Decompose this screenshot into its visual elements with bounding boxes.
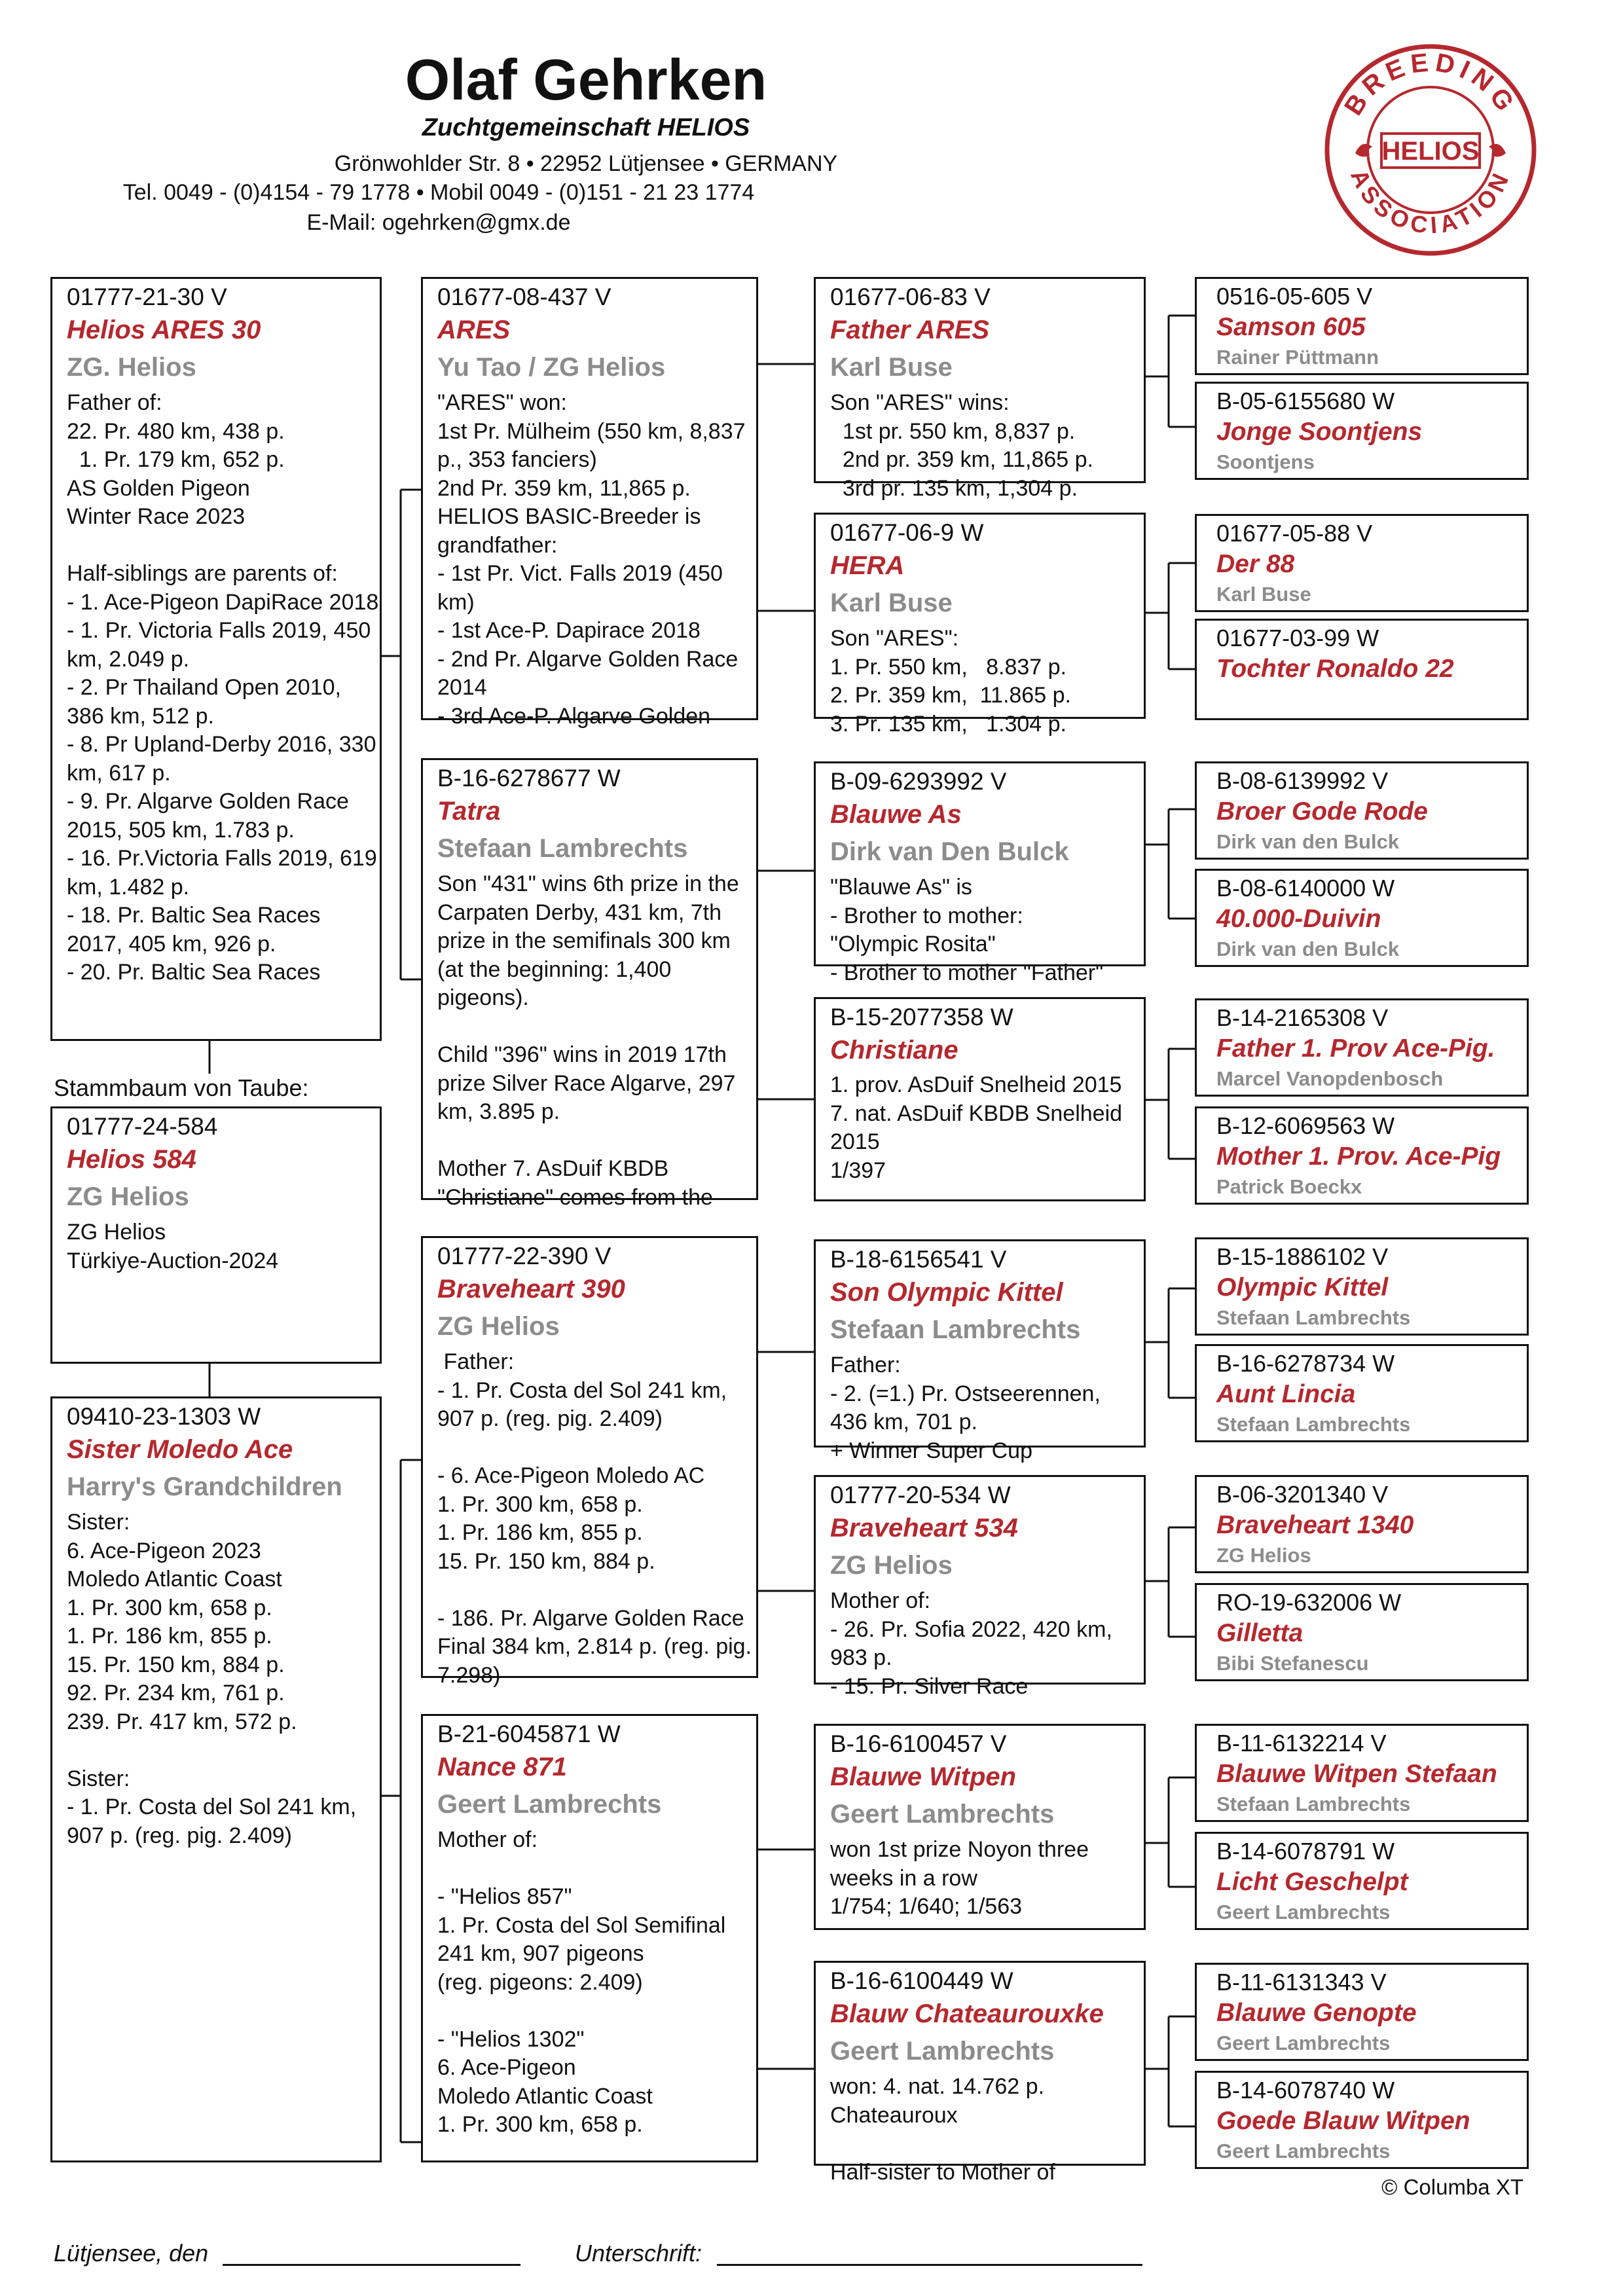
ring-number: B-08-6139992 V xyxy=(1216,767,1389,794)
grandparent-card-4[interactable] xyxy=(814,997,1146,1201)
great-grandparent-card-5[interactable] xyxy=(1195,761,1529,860)
breeder-email: E-Mail: ogehrken@gmx.de xyxy=(306,210,571,235)
pigeon-notes: ZG Helios Türkiye-Auction-2024 xyxy=(67,1220,279,1273)
ring-number: B-14-6078791 W xyxy=(1216,1838,1395,1865)
pigeon-name: ARES xyxy=(437,316,511,344)
grandparent-card-2[interactable] xyxy=(814,513,1146,737)
pigeon-name: Samson 605 xyxy=(1216,313,1366,341)
ring-number: 01677-03-99 W xyxy=(1216,625,1379,651)
ring-number: B-15-2077358 W xyxy=(830,1004,1013,1030)
pigeon-name: Blauw Chateaurouxke xyxy=(830,1999,1104,2028)
ring-number: 01677-08-437 V xyxy=(437,283,611,310)
ring-number: 09410-23-1303 W xyxy=(67,1403,261,1430)
pigeon-name: Blauwe As xyxy=(830,800,962,829)
breeder-label: ZG Helios xyxy=(1216,1544,1311,1567)
breeder-label: Karl Buse xyxy=(1216,583,1311,606)
breeder-label: Geert Lambrechts xyxy=(830,2037,1055,2066)
great-grandparent-card-7[interactable] xyxy=(1195,998,1529,1097)
ring-number: 01777-22-390 V xyxy=(437,1243,611,1269)
pigeon-name: Blauwe Genopte xyxy=(1216,1999,1417,2027)
grandparent-card-1[interactable] xyxy=(814,277,1146,501)
pigeon-name: Licht Geschelpt xyxy=(1216,1868,1408,1896)
breeder-label: Geert Lambrechts xyxy=(1216,1901,1391,1923)
ring-number: B-12-6069563 W xyxy=(1216,1112,1395,1139)
ring-number: 01677-06-83 V xyxy=(830,283,991,310)
great-grandparent-card-14[interactable] xyxy=(1195,1832,1529,1930)
breeder-label: Karl Buse xyxy=(830,353,953,382)
ring-number: 01677-06-9 W xyxy=(830,519,984,546)
breeder-name: Olaf Gehrken xyxy=(405,47,767,112)
ring-number: B-21-6045871 W xyxy=(437,1721,621,1747)
pigeon-name: Braveheart 390 xyxy=(437,1275,625,1303)
pigeon-name: Braveheart 1340 xyxy=(1216,1511,1414,1539)
grandparent-card-5[interactable] xyxy=(814,1239,1146,1463)
great-grandparent-card-3[interactable] xyxy=(1195,514,1529,612)
ring-number: B-11-6132214 V xyxy=(1216,1730,1387,1757)
pigeon-name: Tochter Ronaldo 22 xyxy=(1216,655,1454,683)
great-grandparent-card-10[interactable] xyxy=(1195,1344,1529,1442)
pigeon-notes: "Blauwe As" is - Brother to mother: "Olympic Rosita" - Brother to mother "Father" xyxy=(830,875,1104,985)
ring-number: 01777-24-584 xyxy=(67,1113,218,1140)
pigeon-name: Tatra xyxy=(437,797,501,826)
pigeon-notes: won 1st prize Noyon three weeks in a row 1/754; 1/640; 1/563 xyxy=(830,1837,1089,1919)
signature-line[interactable] xyxy=(717,2264,1142,2266)
breeder-label: Dirk van Den Bulck xyxy=(830,837,1069,866)
breeder-label: Stefaan Lambrechts xyxy=(1216,1306,1411,1329)
great-grandparent-card-16[interactable] xyxy=(1195,2071,1529,2169)
ring-number: B-16-6100457 V xyxy=(830,1730,1007,1757)
place-date-label: Lütjensee, den xyxy=(54,2240,209,2267)
ring-number: RO-19-632006 W xyxy=(1216,1589,1402,1616)
grandparent-card-8[interactable] xyxy=(814,1961,1146,2185)
breeder-label: Geert Lambrechts xyxy=(1216,2032,1391,2054)
pigeon-name: Nance 871 xyxy=(437,1753,567,1781)
ring-number: B-14-2165308 V xyxy=(1216,1004,1389,1031)
breeder-label: Patrick Boeckx xyxy=(1216,1175,1362,1198)
sibling-card-1[interactable] xyxy=(50,1106,382,1364)
great-grandparent-card-6[interactable] xyxy=(1195,869,1529,967)
logo-top-text: BREEDING xyxy=(1339,48,1522,120)
pigeon-name: Sister Moledo Ace xyxy=(67,1435,293,1464)
breeder-label: Yu Tao / ZG Helios xyxy=(437,353,666,382)
ring-number: B-11-6131343 V xyxy=(1216,1969,1387,1995)
logo-center-text: HELIOS xyxy=(1381,137,1480,166)
ring-number: B-08-6140000 W xyxy=(1216,875,1395,902)
pigeon-name: Helios ARES 30 xyxy=(67,316,261,344)
ring-number: 01677-05-88 V xyxy=(1216,520,1373,547)
logo-bottom-text: ASSOCIATION xyxy=(1345,165,1516,240)
breeder-label: Geert Lambrechts xyxy=(830,1800,1055,1829)
breeder-label: Karl Buse xyxy=(830,589,953,617)
pigeon-name: Father ARES xyxy=(830,316,990,344)
pigeon-notes: "ARES" won: 1st Pr. Mülheim (550 km, 8,837 p., 353 fanciers) 2nd Pr. 359 km, 11,865 p. HELIOS BASIC-Breeder is grandfather: - 1st Pr. Vict. Falls 2019 (450 km) - 1st Ace-P. Dapirace 2018 - 2nd Pr. Algarve Golden Race 2014 - 3rd Ace-P. Algarve Golden xyxy=(437,390,746,729)
great-grandparent-card-2[interactable] xyxy=(1195,382,1529,480)
grandparent-card-6[interactable] xyxy=(814,1475,1146,1699)
breeder-label: Bibi Stefanescu xyxy=(1216,1652,1369,1675)
ring-number: B-05-6155680 W xyxy=(1216,388,1395,414)
breeder-label: ZG Helios xyxy=(437,1312,560,1341)
pigeon-notes: Son "ARES": 1. Pr. 550 km, 8.837 p. 2. Pr. 359 km, 11.865 p. 3. Pr. 135 km, 1.304 p. xyxy=(830,626,1071,737)
ring-number: B-16-6100449 W xyxy=(830,1967,1013,1994)
place-date-line[interactable] xyxy=(223,2264,520,2266)
pigeon-name: Braveheart 534 xyxy=(830,1514,1018,1542)
breeder-label: ZG Helios xyxy=(830,1551,953,1580)
breeder-phone: Tel. 0049 - (0)4154 - 79 1778 • Mobil 0049 - (0)151 - 21 23 1774 xyxy=(122,180,755,205)
breeder-subtitle: Zuchtgemeinschaft HELIOS xyxy=(422,114,750,141)
breeder-label: Stefaan Lambrechts xyxy=(1216,1413,1411,1436)
sibling-card-2[interactable] xyxy=(50,1396,382,2162)
great-grandparent-card-13[interactable] xyxy=(1195,1724,1529,1822)
breeder-label: Marcel Vanopdenbosch xyxy=(1216,1067,1444,1090)
parent-card-sire[interactable] xyxy=(421,277,758,729)
pigeon-name: Helios 584 xyxy=(67,1145,196,1174)
pigeon-notes: won: 4. nat. 14.762 p. Chateauroux Half-sister to Mother of xyxy=(830,2074,1055,2185)
subject-pigeon-card[interactable] xyxy=(50,277,382,1041)
copyright-text: © Columba XT xyxy=(1381,2175,1523,2199)
great-grandparent-card-4[interactable] xyxy=(1195,619,1529,720)
breeder-label: ZG. Helios xyxy=(67,353,196,382)
pigeon-name: Olympic Kittel xyxy=(1216,1273,1389,1302)
great-grandparent-card-9[interactable] xyxy=(1195,1237,1529,1336)
pigeon-name: Broer Gode Rode xyxy=(1216,797,1428,826)
pigeon-notes: Mother of: - "Helios 857" 1. Pr. Costa del Sol Semifinal 241 km, 907 pigeons (reg. pigeons: 2.409) - "Helios 1302" 6. Ace-Pigeon Moledo Atlantic Coast 1. Pr. 300 km, 658 p. xyxy=(437,1827,726,2137)
pigeon-name: Aunt Lincia xyxy=(1216,1380,1356,1408)
pigeon-name: Blauwe Witpen xyxy=(830,1762,1017,1791)
ring-number: B-09-6293992 V xyxy=(830,768,1007,795)
breeder-label: Geert Lambrechts xyxy=(1216,2140,1391,2162)
parent-card-dam-2[interactable] xyxy=(421,1714,758,2162)
ring-number: 0516-05-605 V xyxy=(1216,283,1373,310)
great-grandparent-card-11[interactable] xyxy=(1195,1475,1529,1573)
pigeon-notes: Mother of: - 26. Pr. Sofia 2022, 420 km, 983 p. - 15. Pr. Silver Race xyxy=(830,1588,1112,1699)
breeder-address: Grönwohlder Str. 8 • 22952 Lütjensee • GERMANY xyxy=(334,151,838,176)
signature-label: Unterschrift: xyxy=(575,2240,702,2267)
parent-card-sire-2[interactable] xyxy=(421,1236,758,1688)
pigeon-name: Jonge Soontjens xyxy=(1216,418,1423,446)
breeder-label: Geert Lambrechts xyxy=(437,1790,662,1819)
pigeon-name: Christiane xyxy=(830,1036,958,1065)
breeder-label: Soontjens xyxy=(1216,450,1315,473)
pedigree-label: Stammbaum von Taube: xyxy=(54,1074,309,1101)
pigeon-name: Son Olympic Kittel xyxy=(830,1278,1063,1307)
pigeon-notes: Son "ARES" wins: 1st pr. 550 km, 8,837 p. 2nd pr. 359 km, 11,865 p. 3rd pr. 135 km, 1,304 p. xyxy=(830,390,1093,501)
breeder-label: Harry's Grandchildren xyxy=(67,1472,342,1501)
grandparent-card-7[interactable] xyxy=(814,1724,1146,1930)
ring-number: B-14-6078740 W xyxy=(1216,2077,1395,2104)
pigeon-notes: Father: - 2. (=1.) Pr. Ostseerennen, 436 km, 701 p. + Winner Super Cup xyxy=(830,1353,1101,1463)
pigeon-name: Mother 1. Prov. Ace-Pig xyxy=(1216,1142,1501,1171)
breeder-label: Rainer Püttmann xyxy=(1216,346,1379,369)
great-grandparent-card-8[interactable] xyxy=(1195,1106,1529,1205)
pigeon-notes: Father: - 1. Pr. Costa del Sol 241 km, 907 p. (reg. pig. 2.409) - 6. Ace-Pigeon Moledo AC 1. Pr. 300 km, 658 p. 1. Pr. 186 km, 855 p. 15. Pr. 150 km, 884 p. - 186. Pr. Algarve Golden Race Final 384 km, 2.814 p. (reg. pig. 7.298) xyxy=(437,1349,752,1688)
ring-number: 01777-21-30 V xyxy=(67,283,227,310)
pigeon-name: 40.000-Duivin xyxy=(1216,905,1381,933)
pigeon-name: Gilletta xyxy=(1216,1619,1304,1647)
grandparent-card-3[interactable] xyxy=(814,761,1146,985)
pigeon-name: Blauwe Witpen Stefaan xyxy=(1216,1760,1497,1788)
great-grandparent-card-12[interactable] xyxy=(1195,1583,1529,1681)
breeder-label: ZG Helios xyxy=(67,1182,189,1211)
ring-number: B-15-1886102 V xyxy=(1216,1243,1389,1270)
ring-number: B-16-6278734 W xyxy=(1216,1350,1395,1377)
pigeon-name: Father 1. Prov Ace-Pig. xyxy=(1216,1034,1495,1063)
pigeon-name: Goede Blauw Witpen xyxy=(1216,2107,1470,2135)
pigeon-notes: 1. prov. AsDuif Snelheid 2015 7. nat. AsDuif KBDB Snelheid 2015 1/397 xyxy=(830,1072,1123,1183)
breeder-label: Dirk van den Bulck xyxy=(1216,830,1400,853)
ring-number: B-06-3201340 V xyxy=(1216,1481,1389,1508)
great-grandparent-card-15[interactable] xyxy=(1195,1963,1529,2061)
ring-number: B-16-6278677 W xyxy=(437,765,621,792)
pigeon-notes: Father of: 22. Pr. 480 km, 438 p. 1. Pr. 179 km, 652 p. AS Golden Pigeon Winter Race 2023 Half-siblings are parents of: - 1. Ace-Pigeon DapiRace 2018 - 1. Pr. Victoria Falls 2019, 450 km, 2.049 p. - 2. Pr Thailand Open 2010, 386 km, 512 p. - 8. Pr Upland-Derby 2016, 330 km, 617 p. - 9. Pr. Algarve Golden Race 2015, 505 km, 1.783 p. - 16. Pr.Victoria Falls 2019, 619 km, 1.482 p. - 18. Pr. Baltic Sea Races 2017, 405 km, 926 p. - 20. Pr. Baltic Sea Races xyxy=(67,390,379,985)
pigeon-notes: Sister: 6. Ace-Pigeon 2023 Moledo Atlantic Coast 1. Pr. 300 km, 658 p. 1. Pr. 186 km, 855 p. 15. Pr. 150 km, 884 p. 92. Pr. 234 km, 761 p. 239. Pr. 417 km, 572 p. Sister: - 1. Pr. Costa del Sol 241 km, 907 p. (reg. pig. 2.409) xyxy=(67,1510,357,1848)
breeder-label: Stefaan Lambrechts xyxy=(830,1315,1081,1344)
parent-card-dam[interactable] xyxy=(421,758,758,1210)
ring-number: 01777-20-534 W xyxy=(830,1482,1011,1508)
pigeon-notes: Son "431" wins 6th prize in the Carpaten Derby, 431 km, 7th prize in the semifinals 300 km (at the beginning: 1,400 pigeons). Child "396" wins in 2019 17th prize Silver Race Algarve, 297 km, 3.895 p. Mother 7. AsDuif KBDB "Christiane" comes from the xyxy=(437,871,739,1210)
breeder-label: Stefaan Lambrechts xyxy=(1216,1793,1411,1815)
great-grandparent-card-1[interactable] xyxy=(1195,277,1529,375)
breeder-label: Dirk van den Bulck xyxy=(1216,938,1400,960)
pigeon-name: HERA xyxy=(830,551,905,580)
ring-number: B-18-6156541 V xyxy=(830,1246,1007,1273)
pigeon-name: Der 88 xyxy=(1216,550,1295,578)
breeder-label: Stefaan Lambrechts xyxy=(437,834,688,863)
